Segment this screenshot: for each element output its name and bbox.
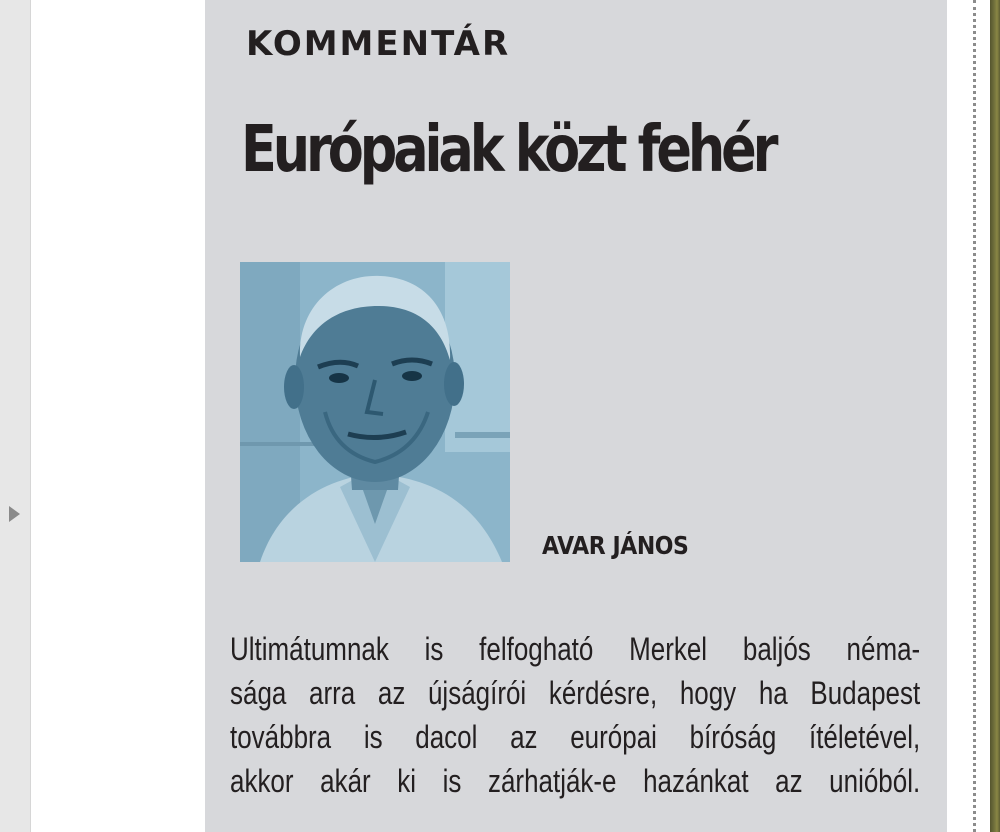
- body-line: akkor akár ki is zárhatják-e hazánkat az unióból.: [230, 763, 921, 799]
- left-sidebar-rail: [0, 0, 31, 832]
- body-line: továbbra is dacol az európai bíróság ítéletével,: [230, 719, 921, 755]
- article-body: [230, 627, 920, 803]
- body-line: sága arra az újságírói kérdésre, hogy ha Budapest: [230, 675, 921, 711]
- article-headline: Európaiak közt fehér: [241, 113, 775, 187]
- article-column: [205, 0, 947, 832]
- page-margin: [31, 0, 205, 832]
- next-page-edge: [990, 0, 1000, 832]
- author-photo: [240, 262, 510, 562]
- page-break-rule: [973, 0, 976, 832]
- author-byline: AVAR JÁNOS: [542, 531, 689, 560]
- expand-arrow-icon[interactable]: [9, 506, 20, 522]
- section-kicker: KOMMENTÁR: [246, 24, 511, 64]
- body-line: Ultimátumnak is felfogható Merkel baljós néma-: [230, 631, 921, 667]
